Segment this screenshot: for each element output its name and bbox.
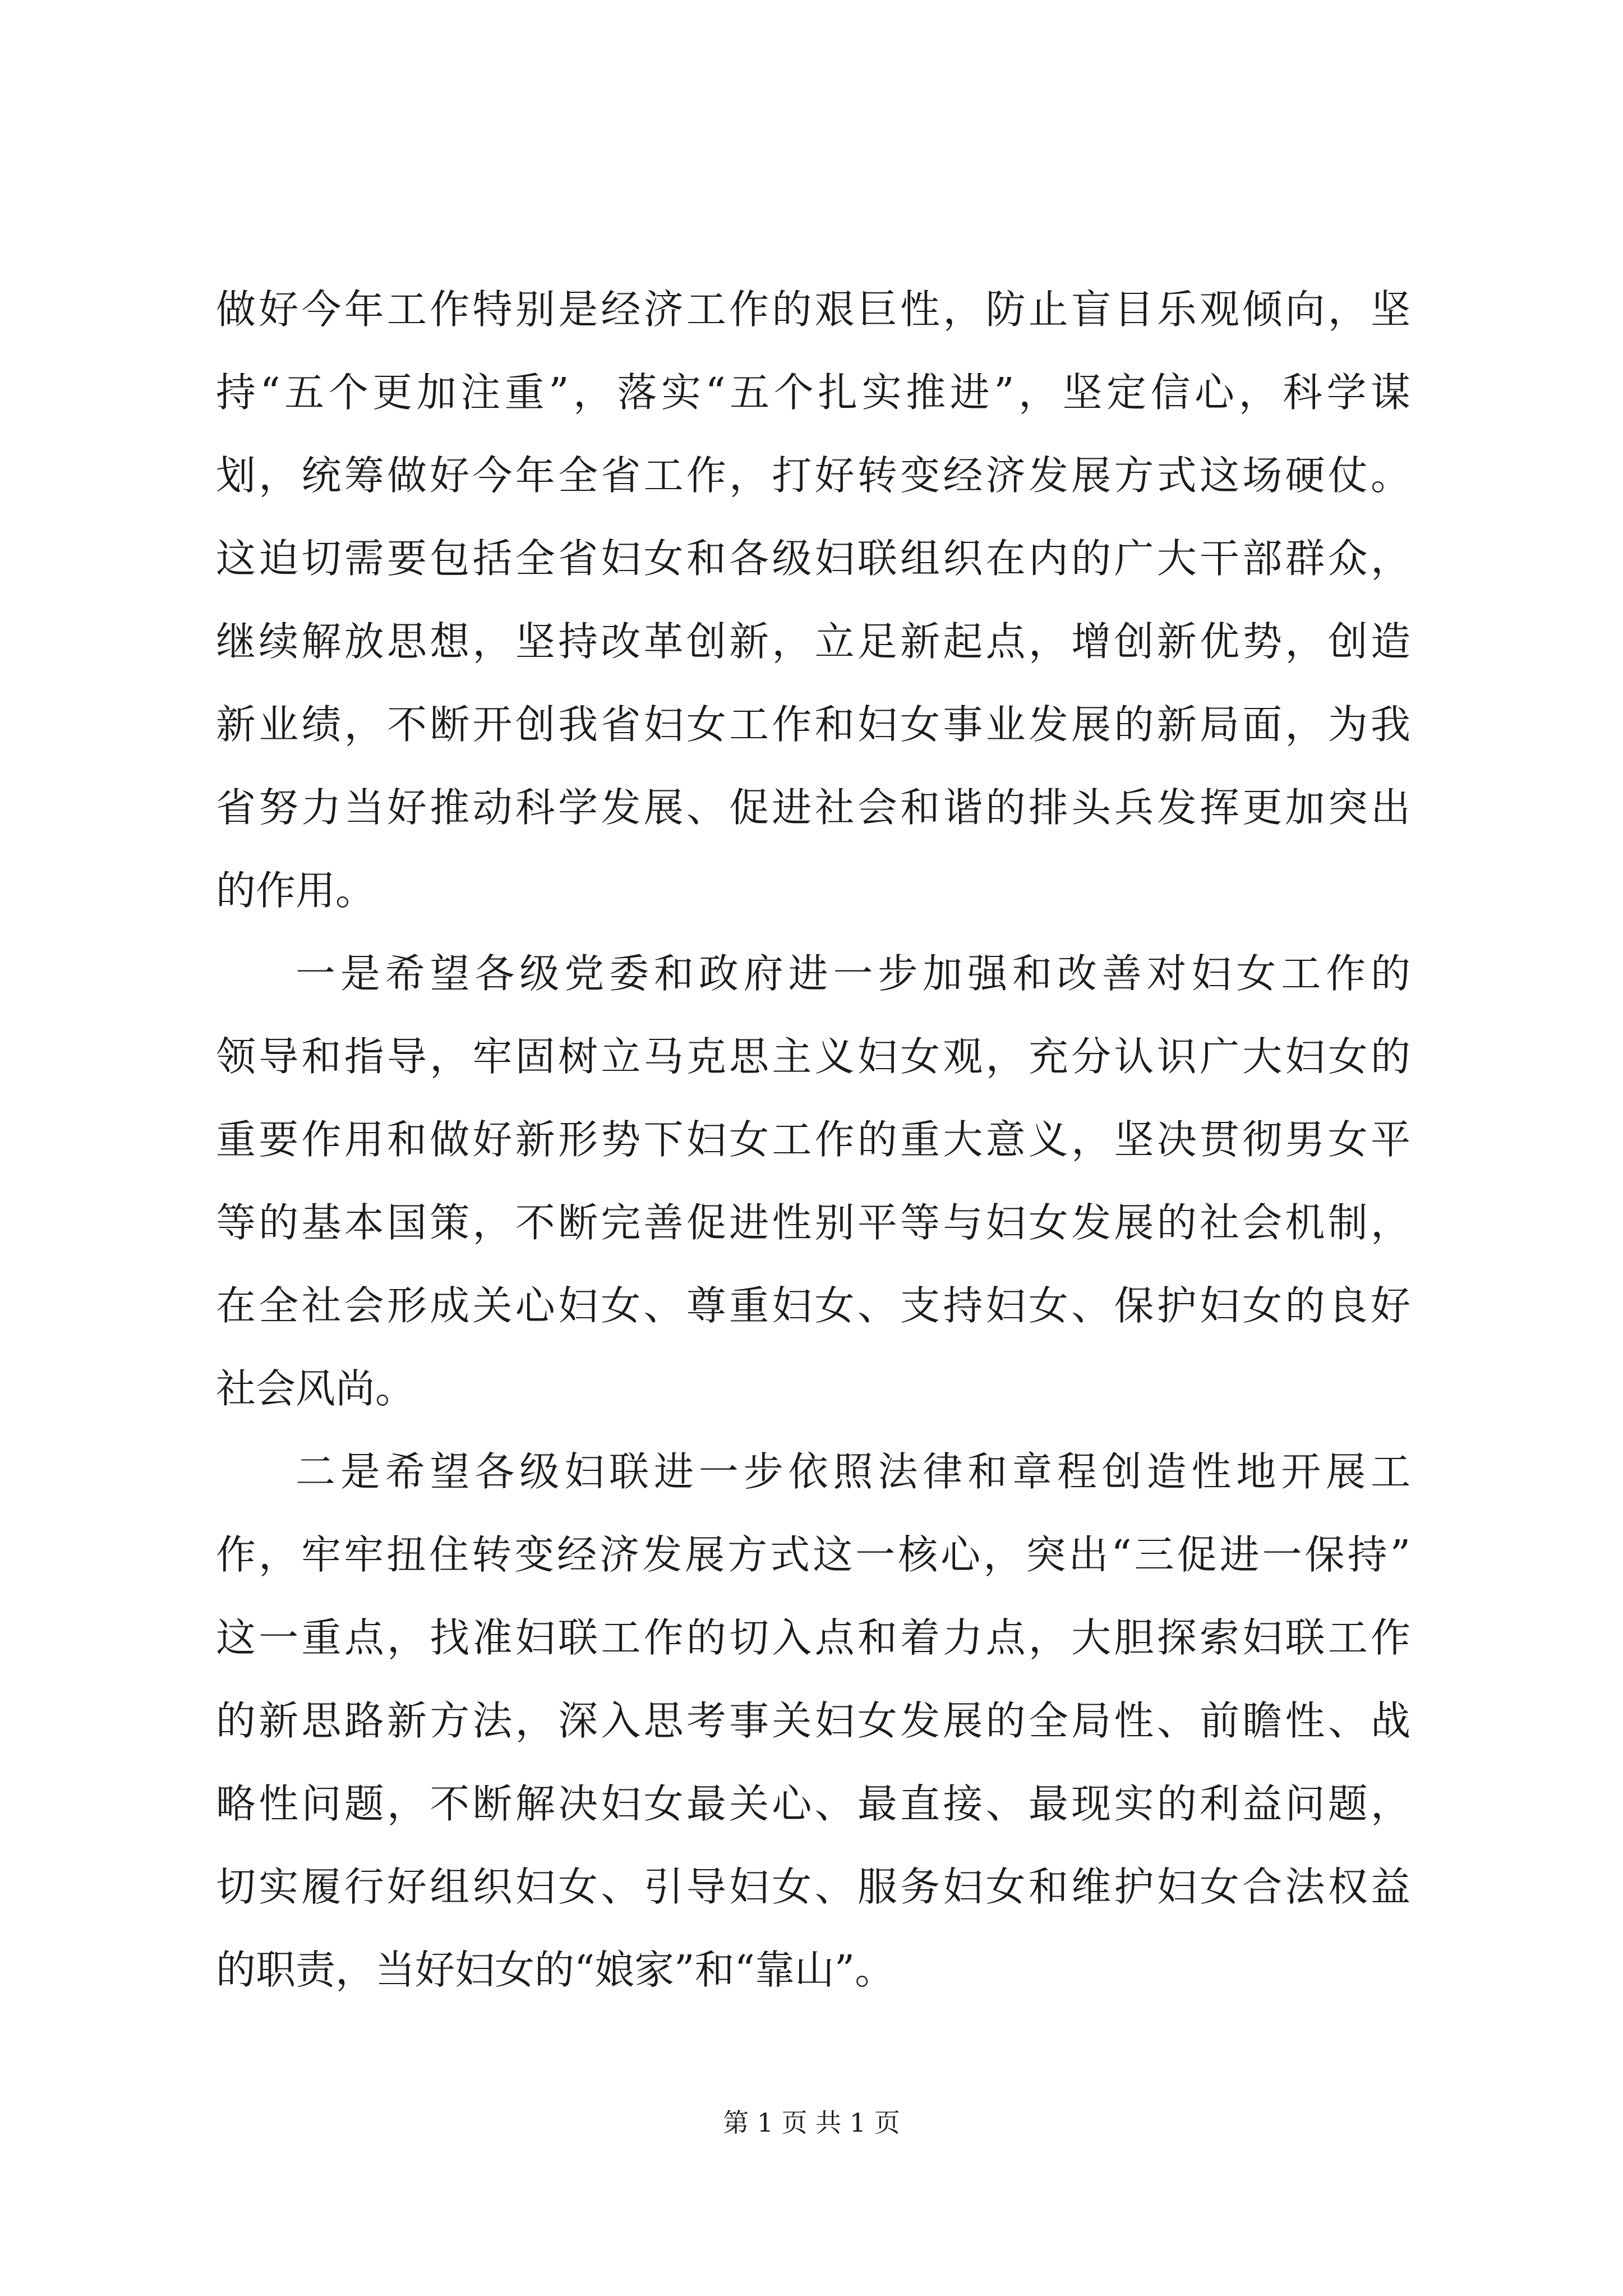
text-line: 重要作用和做好新形势下妇女工作的重大意义，坚决贯彻男女平: [216, 1116, 1410, 1163]
text-line: 二是希望各级妇联进一步依照法律和章程创造性地开展工: [296, 1448, 1410, 1495]
text-line: 这迫切需要包括全省妇女和各级妇联组织在内的广大干部群众，: [216, 535, 1410, 582]
text-line: 做好今年工作特别是经济工作的艰巨性，防止盲目乐观倾向，坚: [216, 286, 1410, 333]
text-line: 社会风尚。: [216, 1365, 416, 1412]
text-line: 领导和指导，牢固树立马克思主义妇女观，充分认识广大妇女的: [216, 1033, 1410, 1080]
paragraph-1: [216, 268, 1410, 932]
text-line: 新业绩，不断开创我省妇女工作和妇女事业发展的新局面，为我: [216, 701, 1410, 748]
text-line: 的新思路新方法，深入思考事关妇女发展的全局性、前瞻性、战: [216, 1697, 1410, 1744]
text-line: 的作用。: [216, 867, 376, 914]
paragraph-3: [216, 1430, 1410, 2012]
text-line: 继续解放思想，坚持改革创新，立足新起点，增创新优势，创造: [216, 618, 1410, 665]
document-body: [216, 268, 1410, 2012]
text-line: 在全社会形成关心妇女、尊重妇女、支持妇女、保护妇女的良好: [216, 1282, 1410, 1329]
page-number-label: 第 1 页 共 1 页: [723, 2108, 900, 2138]
text-line: 的职责，当好妇女的“娘家”和“靠山”。: [216, 1947, 895, 1993]
text-line: 划，统筹做好今年全省工作，打好转变经济发展方式这场硬仗。: [216, 452, 1410, 499]
text-line: 切实履行好组织妇女、引导妇女、服务妇女和维护妇女合法权益: [216, 1864, 1410, 1910]
text-line: 持“五个更加注重”，落实“五个扎实推进”，坚定信心，科学谋: [216, 369, 1410, 416]
text-line: 略性问题，不断解决妇女最关心、最直接、最现实的利益问题，: [216, 1780, 1410, 1827]
text-line: 作，牢牢扭住转变经济发展方式这一核心，突出“三促进一保持”: [216, 1531, 1410, 1578]
paragraph-2: [216, 932, 1410, 1430]
text-line: 省努力当好推动科学发展、促进社会和谐的排头兵发挥更加突出: [216, 784, 1410, 831]
page-footer: [0, 2102, 1623, 2139]
text-line: 等的基本国策，不断完善促进性别平等与妇女发展的社会机制，: [216, 1199, 1410, 1246]
text-line: 一是希望各级党委和政府进一步加强和改善对妇女工作的: [296, 950, 1410, 997]
text-line: 这一重点，找准妇联工作的切入点和着力点，大胆探索妇联工作: [216, 1614, 1410, 1661]
